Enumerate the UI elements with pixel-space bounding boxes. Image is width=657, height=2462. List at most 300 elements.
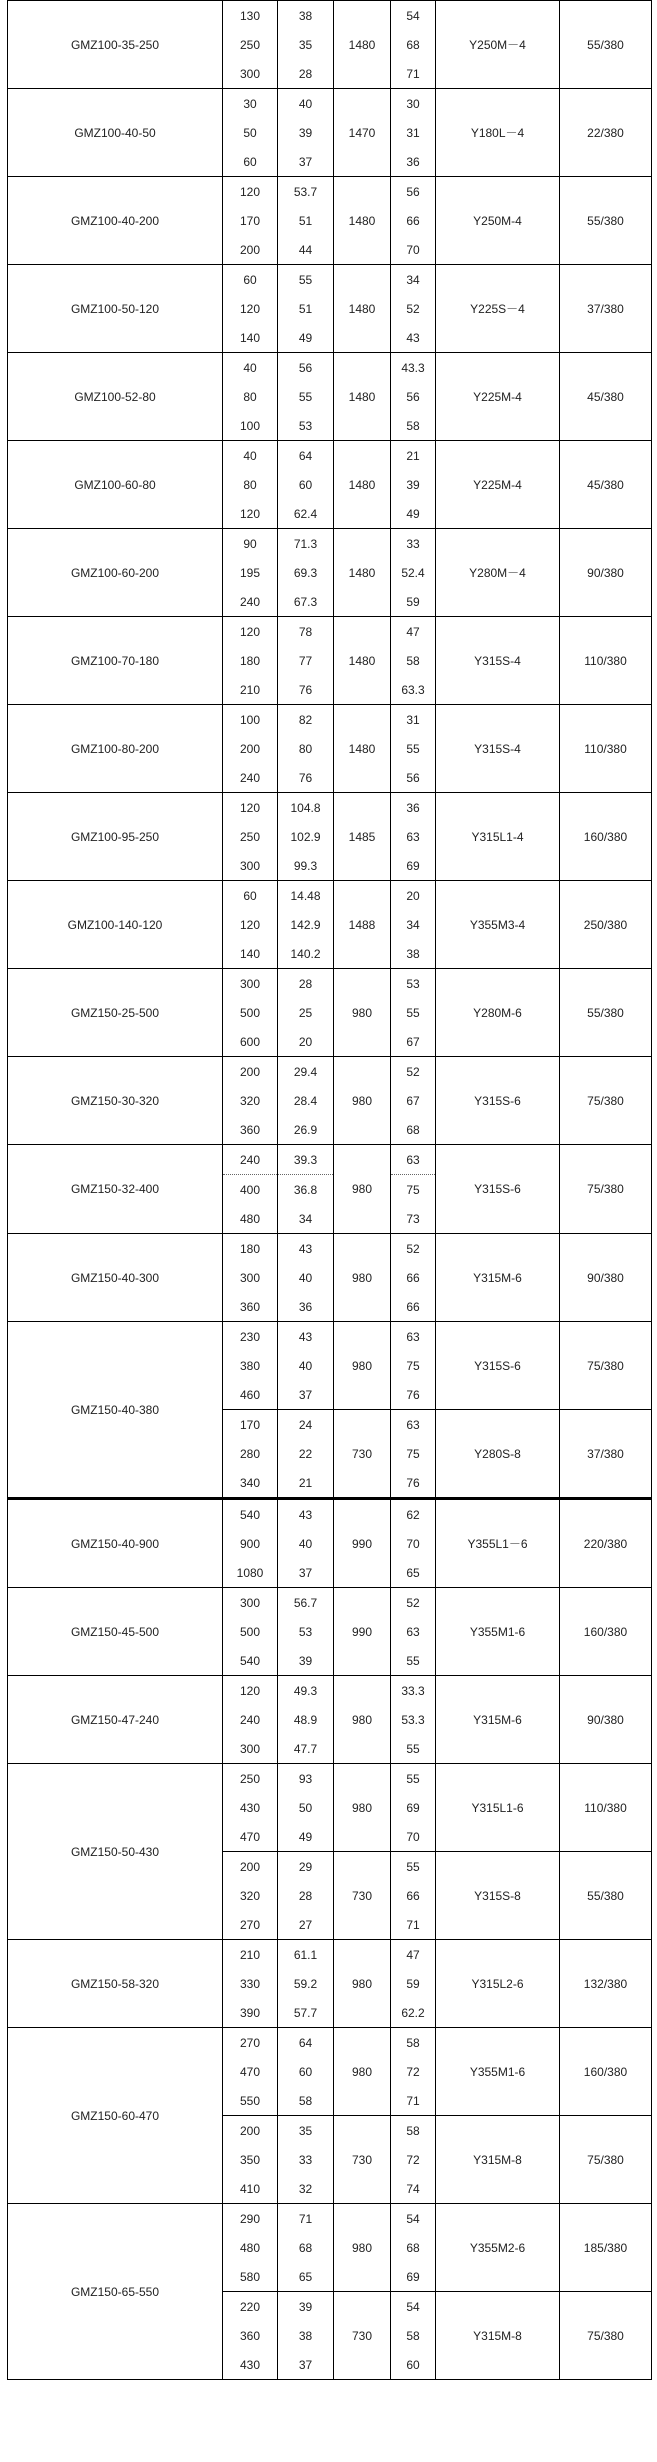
table-row <box>8 617 652 647</box>
efficiency-cell: 43.3 <box>391 353 436 383</box>
head-cell: 40 <box>278 89 334 119</box>
head-cell: 56 <box>278 353 334 383</box>
head-cell: 49 <box>278 323 334 353</box>
table-row <box>8 89 652 119</box>
table-row <box>8 1676 652 1706</box>
efficiency-cell: 68 <box>391 2233 436 2262</box>
head-cell: 58 <box>278 2086 334 2116</box>
efficiency-cell: 54 <box>391 2204 436 2234</box>
head-cell: 60 <box>278 2057 334 2086</box>
efficiency-cell: 66 <box>391 1263 436 1292</box>
efficiency-cell: 30 <box>391 89 436 119</box>
head-cell: 27 <box>278 1910 334 1940</box>
model-cell: GMZ100-60-80 <box>8 441 223 529</box>
power-cell: 160/380 <box>560 2028 652 2116</box>
motor-cell: Y250M－4 <box>436 1 560 89</box>
speed-cell: 980 <box>334 1057 391 1145</box>
power-cell: 90/380 <box>560 1234 652 1322</box>
speed-cell: 730 <box>334 1852 391 1940</box>
head-cell: 40 <box>278 1529 334 1558</box>
flow-cell: 80 <box>223 382 278 411</box>
head-cell: 64 <box>278 2028 334 2058</box>
power-cell: 110/380 <box>560 705 652 793</box>
flow-cell: 200 <box>223 235 278 265</box>
flow-cell: 60 <box>223 147 278 177</box>
head-cell: 14.48 <box>278 881 334 911</box>
flow-cell: 270 <box>223 1910 278 1940</box>
power-cell: 132/380 <box>560 1940 652 2028</box>
efficiency-cell: 68 <box>391 1115 436 1145</box>
head-cell: 40 <box>278 1263 334 1292</box>
efficiency-cell: 74 <box>391 2174 436 2204</box>
table-row <box>8 2204 652 2234</box>
motor-cell: Y225M-4 <box>436 353 560 441</box>
efficiency-cell: 62 <box>391 1499 436 1530</box>
model-cell: GMZ100-52-80 <box>8 353 223 441</box>
flow-cell: 360 <box>223 1115 278 1145</box>
speed-cell: 980 <box>334 2028 391 2116</box>
efficiency-cell: 73 <box>391 1204 436 1234</box>
head-cell: 35 <box>278 2116 334 2146</box>
head-cell: 34 <box>278 1204 334 1234</box>
speed-cell: 1480 <box>334 265 391 353</box>
head-cell: 59.2 <box>278 1969 334 1998</box>
efficiency-cell: 71 <box>391 2086 436 2116</box>
motor-cell: Y315S-4 <box>436 705 560 793</box>
efficiency-cell: 39 <box>391 470 436 499</box>
head-cell: 32 <box>278 2174 334 2204</box>
head-cell: 99.3 <box>278 851 334 881</box>
flow-cell: 60 <box>223 265 278 295</box>
flow-cell: 430 <box>223 1793 278 1822</box>
efficiency-cell: 58 <box>391 646 436 675</box>
flow-cell: 120 <box>223 910 278 939</box>
head-cell: 49.3 <box>278 1676 334 1706</box>
motor-cell: Y355M1-6 <box>436 2028 560 2116</box>
power-cell: 75/380 <box>560 1145 652 1234</box>
efficiency-cell: 36 <box>391 793 436 823</box>
model-cell: GMZ150-40-380 <box>8 1322 223 1499</box>
efficiency-cell: 66 <box>391 1881 436 1910</box>
flow-cell: 195 <box>223 558 278 587</box>
head-cell: 76 <box>278 763 334 793</box>
flow-cell: 210 <box>223 675 278 705</box>
model-cell: GMZ150-50-430 <box>8 1764 223 1940</box>
head-cell: 37 <box>278 1558 334 1588</box>
speed-cell: 980 <box>334 969 391 1057</box>
efficiency-cell: 56 <box>391 177 436 207</box>
motor-cell: Y315S-4 <box>436 617 560 705</box>
flow-cell: 200 <box>223 1057 278 1087</box>
motor-cell: Y315M-8 <box>436 2116 560 2204</box>
efficiency-cell: 63.3 <box>391 675 436 705</box>
head-cell: 140.2 <box>278 939 334 969</box>
flow-cell: 120 <box>223 177 278 207</box>
speed-cell: 1480 <box>334 177 391 265</box>
efficiency-cell: 52.4 <box>391 558 436 587</box>
efficiency-cell: 69 <box>391 2262 436 2292</box>
efficiency-cell: 63 <box>391 822 436 851</box>
head-cell: 64 <box>278 441 334 471</box>
model-cell: GMZ100-50-120 <box>8 265 223 353</box>
motor-cell: Y280M-6 <box>436 969 560 1057</box>
motor-cell: Y315L1-6 <box>436 1764 560 1852</box>
head-cell: 28 <box>278 969 334 999</box>
head-cell: 76 <box>278 675 334 705</box>
flow-cell: 170 <box>223 1410 278 1440</box>
efficiency-cell: 55 <box>391 1646 436 1676</box>
efficiency-cell: 31 <box>391 705 436 735</box>
head-cell: 53.7 <box>278 177 334 207</box>
power-cell: 55/380 <box>560 1852 652 1940</box>
head-cell: 102.9 <box>278 822 334 851</box>
power-cell: 75/380 <box>560 1322 652 1410</box>
efficiency-cell: 75 <box>391 1439 436 1468</box>
model-cell: GMZ100-40-200 <box>8 177 223 265</box>
efficiency-cell: 43 <box>391 323 436 353</box>
motor-cell: Y180L－4 <box>436 89 560 177</box>
speed-cell: 730 <box>334 1410 391 1499</box>
speed-cell: 730 <box>334 2292 391 2380</box>
head-cell: 65 <box>278 2262 334 2292</box>
flow-cell: 220 <box>223 2292 278 2322</box>
head-cell: 56.7 <box>278 1588 334 1618</box>
power-cell: 37/380 <box>560 265 652 353</box>
flow-cell: 200 <box>223 734 278 763</box>
flow-cell: 300 <box>223 969 278 999</box>
speed-cell: 1470 <box>334 89 391 177</box>
flow-cell: 210 <box>223 1940 278 1970</box>
speed-cell: 980 <box>334 1145 391 1234</box>
flow-cell: 470 <box>223 2057 278 2086</box>
efficiency-cell: 55 <box>391 1734 436 1764</box>
efficiency-cell: 21 <box>391 441 436 471</box>
head-cell: 62.4 <box>278 499 334 529</box>
model-cell: GMZ150-58-320 <box>8 1940 223 2028</box>
flow-cell: 200 <box>223 1852 278 1882</box>
efficiency-cell: 47 <box>391 1940 436 1970</box>
flow-cell: 130 <box>223 1 278 31</box>
flow-cell: 300 <box>223 59 278 89</box>
head-cell: 60 <box>278 470 334 499</box>
efficiency-cell: 70 <box>391 1529 436 1558</box>
head-cell: 57.7 <box>278 1998 334 2028</box>
flow-cell: 540 <box>223 1646 278 1676</box>
speed-cell: 730 <box>334 2116 391 2204</box>
head-cell: 80 <box>278 734 334 763</box>
motor-cell: Y280M－4 <box>436 529 560 617</box>
power-cell: 90/380 <box>560 529 652 617</box>
efficiency-cell: 34 <box>391 910 436 939</box>
efficiency-cell: 52 <box>391 1057 436 1087</box>
speed-cell: 1480 <box>334 1 391 89</box>
efficiency-cell: 36 <box>391 147 436 177</box>
efficiency-cell: 55 <box>391 1852 436 1882</box>
flow-cell: 140 <box>223 323 278 353</box>
efficiency-cell: 70 <box>391 235 436 265</box>
motor-cell: Y355M2-6 <box>436 2204 560 2292</box>
model-cell: GMZ100-80-200 <box>8 705 223 793</box>
table-row <box>8 265 652 295</box>
flow-cell: 380 <box>223 1351 278 1380</box>
model-cell: GMZ100-40-50 <box>8 89 223 177</box>
speed-cell: 980 <box>334 1322 391 1410</box>
power-cell: 90/380 <box>560 1676 652 1764</box>
efficiency-cell: 71 <box>391 59 436 89</box>
efficiency-cell: 68 <box>391 30 436 59</box>
table-row <box>8 529 652 559</box>
power-cell: 160/380 <box>560 1588 652 1676</box>
flow-cell: 120 <box>223 617 278 647</box>
flow-cell: 500 <box>223 1617 278 1646</box>
table-row <box>8 881 652 911</box>
power-cell: 75/380 <box>560 2116 652 2204</box>
head-cell: 28 <box>278 59 334 89</box>
flow-cell: 100 <box>223 411 278 441</box>
flow-cell: 240 <box>223 587 278 617</box>
model-cell: GMZ150-40-900 <box>8 1499 223 1588</box>
model-cell: GMZ100-60-200 <box>8 529 223 617</box>
motor-cell: Y315S-6 <box>436 1057 560 1145</box>
head-cell: 47.7 <box>278 1734 334 1764</box>
head-cell: 69.3 <box>278 558 334 587</box>
efficiency-cell: 75 <box>391 1351 436 1380</box>
flow-cell: 140 <box>223 939 278 969</box>
efficiency-cell: 58 <box>391 2028 436 2058</box>
power-cell: 160/380 <box>560 793 652 881</box>
head-cell: 39.3 <box>278 1145 334 1175</box>
efficiency-cell: 76 <box>391 1380 436 1410</box>
power-cell: 45/380 <box>560 441 652 529</box>
flow-cell: 90 <box>223 529 278 559</box>
table-row <box>8 969 652 999</box>
flow-cell: 240 <box>223 763 278 793</box>
efficiency-cell: 54 <box>391 2292 436 2322</box>
model-cell: GMZ100-140-120 <box>8 881 223 969</box>
head-cell: 44 <box>278 235 334 265</box>
speed-cell: 1480 <box>334 529 391 617</box>
head-cell: 82 <box>278 705 334 735</box>
motor-cell: Y315L1-4 <box>436 793 560 881</box>
table-row <box>8 1940 652 1970</box>
model-cell: GMZ100-35-250 <box>8 1 223 89</box>
head-cell: 37 <box>278 2350 334 2380</box>
flow-cell: 120 <box>223 499 278 529</box>
efficiency-cell: 52 <box>391 294 436 323</box>
efficiency-cell: 31 <box>391 118 436 147</box>
flow-cell: 390 <box>223 1998 278 2028</box>
model-cell: GMZ150-30-320 <box>8 1057 223 1145</box>
flow-cell: 600 <box>223 1027 278 1057</box>
speed-cell: 990 <box>334 1499 391 1588</box>
power-cell: 110/380 <box>560 1764 652 1852</box>
head-cell: 36.8 <box>278 1175 334 1205</box>
efficiency-cell: 55 <box>391 998 436 1027</box>
speed-cell: 980 <box>334 1676 391 1764</box>
efficiency-cell: 71 <box>391 1910 436 1940</box>
flow-cell: 120 <box>223 793 278 823</box>
flow-cell: 30 <box>223 89 278 119</box>
head-cell: 40 <box>278 1351 334 1380</box>
flow-cell: 430 <box>223 2350 278 2380</box>
flow-cell: 900 <box>223 1529 278 1558</box>
head-cell: 39 <box>278 2292 334 2322</box>
power-cell: 37/380 <box>560 1410 652 1499</box>
power-cell: 22/380 <box>560 89 652 177</box>
speed-cell: 1480 <box>334 705 391 793</box>
flow-cell: 300 <box>223 1263 278 1292</box>
head-cell: 22 <box>278 1439 334 1468</box>
head-cell: 93 <box>278 1764 334 1794</box>
speed-cell: 1480 <box>334 441 391 529</box>
efficiency-cell: 52 <box>391 1234 436 1264</box>
head-cell: 48.9 <box>278 1705 334 1734</box>
flow-cell: 170 <box>223 206 278 235</box>
motor-cell: Y315S-6 <box>436 1322 560 1410</box>
flow-cell: 360 <box>223 2321 278 2350</box>
head-cell: 33 <box>278 2145 334 2174</box>
power-cell: 185/380 <box>560 2204 652 2292</box>
head-cell: 36 <box>278 1292 334 1322</box>
head-cell: 20 <box>278 1027 334 1057</box>
flow-cell: 180 <box>223 1234 278 1264</box>
efficiency-cell: 75 <box>391 1175 436 1205</box>
table-row <box>8 705 652 735</box>
head-cell: 35 <box>278 30 334 59</box>
motor-cell: Y225M-4 <box>436 441 560 529</box>
flow-cell: 400 <box>223 1175 278 1205</box>
efficiency-cell: 65 <box>391 1558 436 1588</box>
power-cell: 75/380 <box>560 2292 652 2380</box>
efficiency-cell: 56 <box>391 382 436 411</box>
flow-cell: 300 <box>223 1734 278 1764</box>
power-cell: 250/380 <box>560 881 652 969</box>
motor-cell: Y315L2-6 <box>436 1940 560 2028</box>
model-cell: GMZ150-47-240 <box>8 1676 223 1764</box>
table-row <box>8 1322 652 1352</box>
flow-cell: 320 <box>223 1881 278 1910</box>
head-cell: 37 <box>278 1380 334 1410</box>
head-cell: 26.9 <box>278 1115 334 1145</box>
efficiency-cell: 38 <box>391 939 436 969</box>
power-cell: 55/380 <box>560 969 652 1057</box>
flow-cell: 280 <box>223 1439 278 1468</box>
efficiency-cell: 55 <box>391 734 436 763</box>
motor-cell: Y315M-6 <box>436 1234 560 1322</box>
flow-cell: 470 <box>223 1822 278 1852</box>
head-cell: 53 <box>278 411 334 441</box>
head-cell: 51 <box>278 294 334 323</box>
power-cell: 220/380 <box>560 1499 652 1588</box>
efficiency-cell: 20 <box>391 881 436 911</box>
power-cell: 110/380 <box>560 617 652 705</box>
flow-cell: 240 <box>223 1705 278 1734</box>
flow-cell: 180 <box>223 646 278 675</box>
efficiency-cell: 63 <box>391 1322 436 1352</box>
flow-cell: 230 <box>223 1322 278 1352</box>
efficiency-cell: 67 <box>391 1086 436 1115</box>
head-cell: 55 <box>278 265 334 295</box>
table-row <box>8 1145 652 1175</box>
motor-cell: Y315S-8 <box>436 1852 560 1940</box>
efficiency-cell: 62.2 <box>391 1998 436 2028</box>
speed-cell: 980 <box>334 2204 391 2292</box>
flow-cell: 460 <box>223 1380 278 1410</box>
efficiency-cell: 53 <box>391 969 436 999</box>
flow-cell: 250 <box>223 1764 278 1794</box>
head-cell: 55 <box>278 382 334 411</box>
speed-cell: 1480 <box>334 617 391 705</box>
head-cell: 38 <box>278 2321 334 2350</box>
head-cell: 142.9 <box>278 910 334 939</box>
table-row <box>8 353 652 383</box>
flow-cell: 480 <box>223 2233 278 2262</box>
motor-cell: Y315M-6 <box>436 1676 560 1764</box>
efficiency-cell: 63 <box>391 1410 436 1440</box>
head-cell: 51 <box>278 206 334 235</box>
flow-cell: 120 <box>223 294 278 323</box>
efficiency-cell: 54 <box>391 1 436 31</box>
speed-cell: 990 <box>334 1588 391 1676</box>
flow-cell: 200 <box>223 2116 278 2146</box>
head-cell: 43 <box>278 1234 334 1264</box>
efficiency-cell: 66 <box>391 1292 436 1322</box>
flow-cell: 1080 <box>223 1558 278 1588</box>
flow-cell: 40 <box>223 441 278 471</box>
model-cell: GMZ150-45-500 <box>8 1588 223 1676</box>
motor-cell: Y250M-4 <box>436 177 560 265</box>
efficiency-cell: 59 <box>391 587 436 617</box>
table-row <box>8 1588 652 1618</box>
head-cell: 104.8 <box>278 793 334 823</box>
efficiency-cell: 59 <box>391 1969 436 1998</box>
efficiency-cell: 55 <box>391 1764 436 1794</box>
flow-cell: 250 <box>223 30 278 59</box>
power-cell: 75/380 <box>560 1057 652 1145</box>
flow-cell: 330 <box>223 1969 278 1998</box>
model-cell: GMZ150-60-470 <box>8 2028 223 2204</box>
table-row <box>8 1234 652 1264</box>
head-cell: 39 <box>278 118 334 147</box>
efficiency-cell: 33.3 <box>391 1676 436 1706</box>
efficiency-cell: 63 <box>391 1145 436 1175</box>
flow-cell: 300 <box>223 851 278 881</box>
motor-cell: Y355M3-4 <box>436 881 560 969</box>
motor-cell: Y355M1-6 <box>436 1588 560 1676</box>
efficiency-cell: 58 <box>391 411 436 441</box>
table-row <box>8 793 652 823</box>
model-cell: GMZ150-32-400 <box>8 1145 223 1234</box>
head-cell: 24 <box>278 1410 334 1440</box>
table-row <box>8 1499 652 1530</box>
head-cell: 61.1 <box>278 1940 334 1970</box>
speed-cell: 980 <box>334 1764 391 1852</box>
head-cell: 71.3 <box>278 529 334 559</box>
flow-cell: 540 <box>223 1499 278 1530</box>
flow-cell: 360 <box>223 1292 278 1322</box>
flow-cell: 100 <box>223 705 278 735</box>
speed-cell: 1485 <box>334 793 391 881</box>
head-cell: 29 <box>278 1852 334 1882</box>
table-row <box>8 2028 652 2058</box>
flow-cell: 60 <box>223 881 278 911</box>
head-cell: 49 <box>278 1822 334 1852</box>
motor-cell: Y355L1－6 <box>436 1499 560 1588</box>
efficiency-cell: 58 <box>391 2321 436 2350</box>
model-cell: GMZ150-65-550 <box>8 2204 223 2380</box>
flow-cell: 580 <box>223 2262 278 2292</box>
head-cell: 67.3 <box>278 587 334 617</box>
